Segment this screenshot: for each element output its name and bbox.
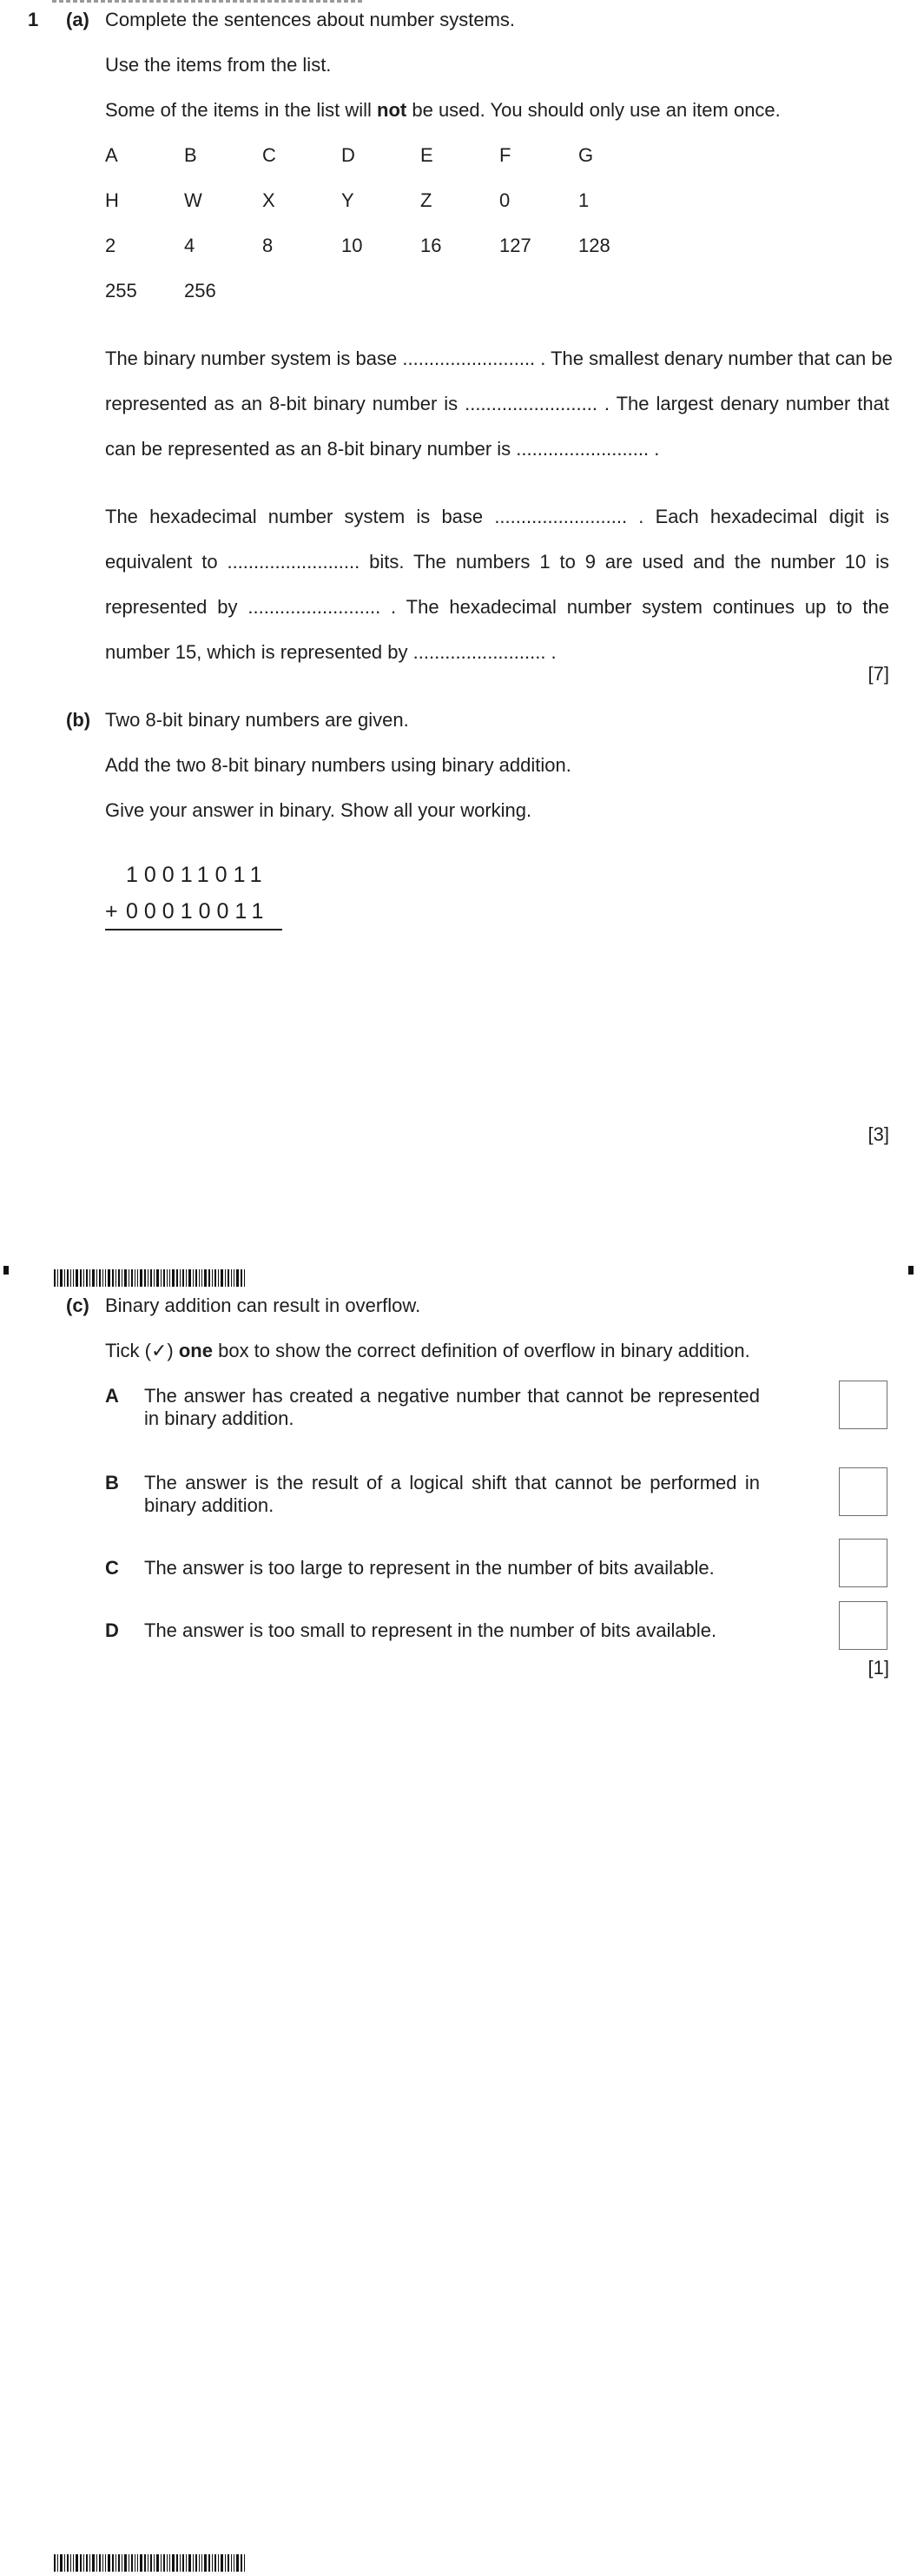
list-item: E (420, 144, 433, 166)
list-item: H (105, 189, 119, 211)
option-a-text-line-1: The answer has created a negative number that cannot be represented (144, 1385, 760, 1407)
hex-sentence-line-3[interactable]: represented by ......................... . The hexadecimal number system continues up to the (105, 596, 889, 618)
option-b-text-line-2: binary addition. (144, 1494, 274, 1516)
list-item: 8 (262, 235, 274, 256)
list-item: Y (341, 189, 354, 211)
list-item: 2 (105, 235, 116, 256)
list-item: A (105, 144, 118, 166)
list-item: 16 (420, 235, 442, 256)
option-b-text-line-1: The answer is the result of a logical shift that cannot be performed in (144, 1472, 760, 1493)
option-c-letter: C (105, 1557, 119, 1579)
binary-sentence-line-3[interactable]: can be represented as an 8-bit binary number is ......................... . (105, 438, 660, 460)
option-a-text-line-2: in binary addition. (144, 1407, 294, 1429)
part-a-intro: Complete the sentences about number systems. (105, 9, 516, 30)
option-d-letter: D (105, 1619, 119, 1641)
sum-underline (105, 929, 282, 930)
binary-sentence-line-1[interactable]: The binary number system is base ......................... . The smallest denary number that can be (105, 348, 893, 369)
list-item: 255 (105, 280, 137, 301)
part-b-marks: [3] (868, 1123, 889, 1145)
question-number: 1 (28, 9, 39, 30)
binary-addition-operator: + (105, 899, 124, 924)
part-c-instruction (105, 1340, 750, 1362)
corner-mark-right (908, 1266, 914, 1275)
part-a-marks: [7] (868, 663, 889, 685)
part-b-label: (b) (66, 709, 91, 731)
bottom-barcode (54, 2554, 247, 2572)
part-c-intro: Binary addition can result in overflow. (105, 1295, 421, 1316)
list-item: X (262, 189, 275, 211)
option-c-text: The answer is too large to represent in the number of bits available. (144, 1557, 715, 1579)
option-d-text: The answer is too small to represent in the number of bits available. (144, 1619, 717, 1641)
instruction-2-pre: Some of the items in the list will (105, 99, 372, 121)
top-header-strip (52, 0, 365, 3)
binary-number-2: 00010011 (126, 899, 270, 924)
instruction-pre: Tick (✓) (105, 1340, 174, 1361)
list-item: 4 (184, 235, 195, 256)
list-item: D (341, 144, 355, 166)
part-b-intro: Two 8-bit binary numbers are given. (105, 709, 409, 731)
option-a-checkbox[interactable] (839, 1381, 887, 1429)
list-item: 10 (341, 235, 363, 256)
list-item: 128 (578, 235, 610, 256)
instruction-2-post: be used. You should only use an item once. (412, 99, 781, 121)
hex-sentence-line-4[interactable]: number 15, which is represented by ......................... . (105, 641, 557, 663)
instruction-post: box to show the correct definition of overflow in binary addition. (218, 1340, 750, 1361)
hex-sentence-line-1[interactable]: The hexadecimal number system is base ......................... . Each hexadecimal digit is (105, 506, 889, 527)
option-b-letter: B (105, 1472, 119, 1493)
page-barcode (54, 1269, 247, 1287)
part-b-instruction-2: Give your answer in binary. Show all your working. (105, 799, 532, 821)
list-item: 256 (184, 280, 216, 301)
list-item: G (578, 144, 594, 166)
option-b-checkbox[interactable] (839, 1467, 887, 1516)
instruction-bold: one (178, 1340, 213, 1361)
part-c-label: (c) (66, 1295, 89, 1316)
list-item: C (262, 144, 276, 166)
part-b-instruction-1: Add the two 8-bit binary numbers using binary addition. (105, 754, 571, 776)
part-c-marks: [1] (868, 1657, 889, 1679)
list-item: B (184, 144, 197, 166)
option-c-checkbox[interactable] (839, 1539, 887, 1587)
list-item: 127 (499, 235, 531, 256)
instruction-2-bold: not (377, 99, 407, 121)
corner-mark-left (3, 1266, 9, 1275)
list-item: W (184, 189, 202, 211)
part-a-instruction-2 (105, 99, 781, 122)
working-area[interactable] (105, 938, 889, 1112)
binary-number-1: 10011011 (126, 863, 268, 887)
list-item: Z (420, 189, 432, 211)
option-d-checkbox[interactable] (839, 1601, 887, 1650)
binary-sentence-line-2[interactable]: represented as an 8-bit binary number is ......................... . The largest denary number that (105, 393, 889, 414)
part-a-label: (a) (66, 9, 89, 30)
option-a-letter: A (105, 1385, 119, 1407)
list-item: F (499, 144, 511, 166)
list-item: 0 (499, 189, 511, 211)
hex-sentence-line-2[interactable]: equivalent to ......................... bits. The numbers 1 to 9 are used and the number 10 is (105, 551, 889, 573)
part-a-instruction-1: Use the items from the list. (105, 54, 332, 76)
list-item: 1 (578, 189, 590, 211)
